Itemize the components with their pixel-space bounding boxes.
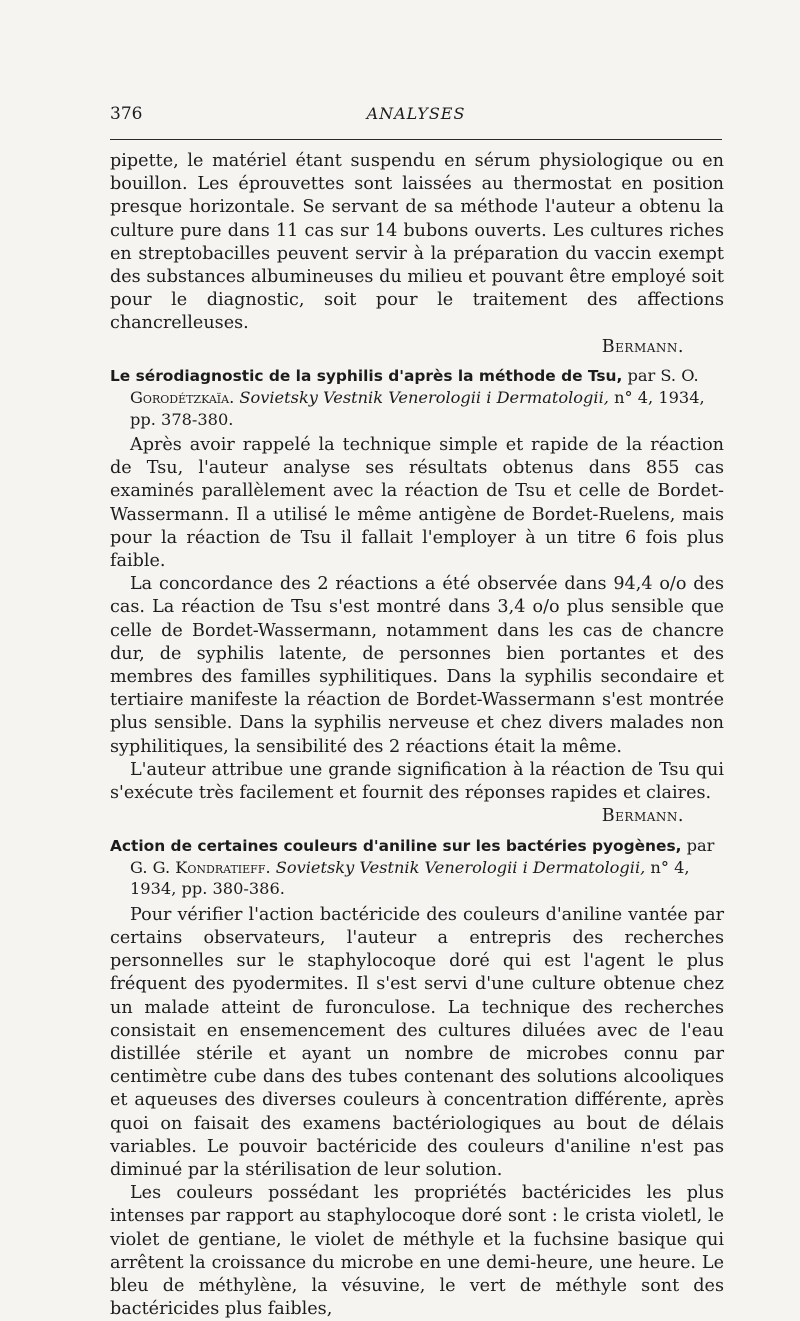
review3-journal: Sovietsky Vestnik Venerologii i Dermatologii, [275, 857, 646, 877]
review2-heading: Le sérodiagnostic de la syphilis d'après la méthode de Tsu, par S. O. Gorodétzkaïa. Sovietsky Vestnik Venerologii i Dermatologii, n° 4, 1934, pp. 378-380. [110, 365, 705, 429]
review3-paragraph: Pour vérifier l'action bactéricide des couleurs d'aniline vantée par certains observateurs, l'auteur a entrepris des recherches personnelles sur le staphylocoque doré qui est l'agent le plus fréquent des pyodermites. Il s'est servi d'une culture obtenue chez un malade atteint de furonculose. La technique des recherches consistait en ensemencement des cultures diluées avec de l'eau distillée stérile et ayant un nombre de microbes connu par centimètre cube dans des tubes contenant des solutions alcooliques et aqueuses des diverses couleurs à concentration différente, après quoi on faisait des examens bactériologiques au bout de délais variables. Le pouvoir bactéricide des couleurs d'aniline n'est pas diminué par la stérilisation de leur solution. [110, 904, 724, 1180]
review3-heading: Action de certaines couleurs d'aniline sur les bactéries pyogènes, par G. G. Kondratieff. Sovietsky Vestnik Venerologii i Dermatologii, n° 4, 1934, pp. 380-386. [110, 835, 715, 899]
review2-journal: Sovietsky Vestnik Venerologii i Dermatologii, [239, 388, 609, 408]
page-body [110, 150, 724, 1321]
header-rule [110, 139, 722, 140]
review2-paragraph: Après avoir rappelé la technique simple et rapide de la réaction de Tsu, l'auteur analyse ses résultats obtenus dans 855 cas examinés parallèlement avec la réaction de Tsu et celle de Bordet-Wassermann. Il a utilisé le même antigène de Bordet-Ruelens, mais pour la réaction de Tsu il fallait l'employer à un titre 6 fois plus faible. [110, 435, 724, 572]
review1-continuation: pipette, le matériel étant suspendu en sérum physiologique ou en bouillon. Les éprouvettes sont laissées au thermostat en position presque horizontale. Se servant de sa méthode l'auteur a obtenu la culture pure dans 11 cas sur 14 bubons ouverts. Les cultures riches en streptobacilles peuvent servir à la préparation du vaccin exempt des substances albumineuses du milieu et pouvant être employé soit pour le diagnostic, soit pour le traitement des affections chancrelleuses. [110, 151, 724, 334]
review3-paragraph: Les couleurs possédant les propriétés bactéricides les plus intenses par rapport au staphylocoque doré sont : le crista violetl, le violet de gentiane, le violet de méthyle et la fuchsine basique qui arrêtent la croissance du microbe en une demi-heure, une heure. Le bleu de méthylène, la vésuvine, le vert de méthyle sont des bactéricides plus faibles, [110, 1183, 724, 1320]
review3-author: G. G. Kondratieff. [130, 857, 271, 877]
review1-signature: Bermann. [601, 336, 684, 357]
running-header [110, 104, 722, 132]
running-title: ANALYSES [366, 104, 466, 123]
page-number: 376 [110, 104, 143, 124]
review3-citation: n° 4, 1934, pp. 380-386. [130, 857, 690, 899]
review2-author: S. O. Gorodétzkaïa. [130, 365, 699, 408]
review2-paragraph: L'auteur attribue une grande signification à la réaction de Tsu qui s'exécute très facilement et fournit des réponses rapides et claires. [110, 759, 724, 804]
review2-title: Le sérodiagnostic de la syphilis d'après la méthode de Tsu, [110, 366, 623, 385]
review3-title: Action de certaines couleurs d'aniline sur les bactéries pyogènes, [110, 836, 682, 855]
review2-paragraph: La concordance des 2 réactions a été observée dans 94,4 o/o des cas. La réaction de Tsu s'est montré dans 3,4 o/o plus sensible que celle de Bordet-Wassermann, notamment dans les cas de chancre dur, de syphilis latente, de personnes bien portantes et des membres des familles syphilitiques. Dans la syphilis secondaire et tertiaire manifeste la réaction de Bordet-Wassermann s'est montrée plus sensible. Dans la syphilis nerveuse et chez divers malades non syphilitiques, la sensibilité des 2 réactions était la même. [110, 574, 724, 757]
review2-signature: Bermann. [601, 806, 684, 827]
review2-citation: n° 4, 1934, pp. 378-380. [130, 388, 705, 429]
